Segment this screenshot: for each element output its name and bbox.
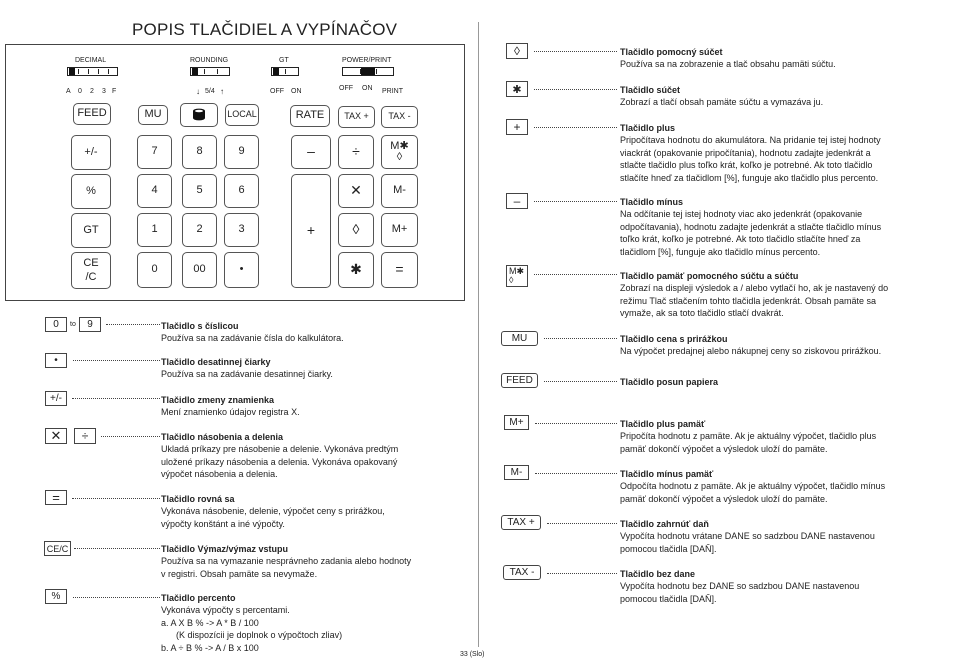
power-pos-off: OFF <box>339 85 353 92</box>
gt-key[interactable]: GT <box>71 213 111 248</box>
decimal-switch[interactable] <box>67 67 118 76</box>
digit-5-key[interactable]: 5 <box>182 174 217 208</box>
decimal-pos-0: 0 <box>78 88 82 95</box>
divide-key[interactable]: ÷ <box>338 135 374 169</box>
rounding-pos-54: 5/4 <box>205 88 215 95</box>
divide-icon: ÷ <box>74 428 96 444</box>
plus-minus-icon: +/- <box>45 391 67 406</box>
double-zero-key[interactable]: 00 <box>182 252 217 288</box>
memory-plus-key[interactable]: M+ <box>381 213 418 247</box>
memory-plus-icon: M+ <box>504 415 529 430</box>
power-pos-on: ON <box>362 85 373 92</box>
entry-subtotal: Tlačidlo pomocný súčet Používa sa na zobrazenie a tlač obsahu pamäti súčtu. <box>620 47 836 70</box>
decimal-pos-a: A <box>66 88 71 95</box>
multiply-key[interactable]: ✕ <box>338 174 374 208</box>
entry-minus: Tlačidlo mínus Na odčítanie tej istej hodnoty viac ako jedenkrát (opakovanie odpočítavania), hodnotu zadajte jedenkrát a stlačte tlačidlo mínus toľko krát, koľko je potrebné. Ak toto tlačidlo stlačíte hneď za tlačidlom [%], funguje ako tlačidlo mínus percento. <box>620 197 882 257</box>
local-key[interactable]: LOCAL <box>225 104 259 126</box>
power-print-switch[interactable] <box>342 67 394 76</box>
decimal-point-icon: • <box>45 353 67 368</box>
tax-plus-key[interactable]: TAX + <box>338 106 375 128</box>
percent-key[interactable]: % <box>71 174 111 209</box>
entry-decimal: Tlačidlo desatinnej čiarky Používa sa na zadávanie desatinnej čiarky. <box>161 357 333 380</box>
gt-switch[interactable] <box>271 67 299 76</box>
ce-label: CE <box>83 256 99 269</box>
mu-icon: MU <box>501 331 538 346</box>
entry-digits: Tlačidlo s číslicou Používa sa na zadávanie čísla do kalkulátora. <box>161 321 344 344</box>
digit-3-key[interactable]: 3 <box>224 213 259 247</box>
entry-equals: Tlačidlo rovná sa Vykonáva násobenie, delenie, výpočet ceny s prirážkou, výpočty konštánt a iné výpočty. <box>161 494 385 529</box>
entry-multiply-divide: Tlačidlo násobenia a delenia Ukladá príkazy pre násobenie a delenie. Vykonáva predtým uložené príkazy násobenia a delenia. Vykonáva opakovaný výpočet násobenia a delenia. <box>161 432 399 480</box>
entry-memory-minus: Tlačidlo mínus pamäť Odpočíta hodnotu z pamäte. Ak je aktuálny výpočet, tlačidlo mínus pamäť dokončí výpočet a výsledok uloží do pamäte. <box>620 469 886 504</box>
tax-minus-icon: TAX - <box>503 565 541 580</box>
feed-icon: FEED <box>501 373 538 388</box>
digit-1-key[interactable]: 1 <box>137 213 172 247</box>
tax-plus-icon: TAX + <box>501 515 541 530</box>
minus-icon: – <box>506 193 528 209</box>
round-up-icon: ↑ <box>220 87 224 96</box>
plus-minus-key[interactable]: +/- <box>71 135 111 170</box>
total-key[interactable]: ✱ <box>338 252 374 288</box>
entry-paper-feed: Tlačidlo posun papiera <box>620 377 719 387</box>
memory-subtotal-total-icon: M✱◊ <box>506 265 528 287</box>
entry-markup: Tlačidlo cena s prirážkou Na výpočet predajnej alebo nákupnej ceny so ziskovou prirážkou. <box>620 334 882 357</box>
plus-icon: + <box>506 119 528 135</box>
mu-key[interactable]: MU <box>138 105 168 125</box>
rounding-switch-label: ROUNDING <box>190 57 229 64</box>
ce-c-key[interactable] <box>71 252 111 289</box>
entry-percent: Tlačidlo percento Vykonáva výpočty s percentami. a. A X B % -> A * B / 100 (K dispozícii je doplnok o výpočtoch zliav) b. A ÷ B % -> A / B x 100 <box>161 593 343 653</box>
rounding-switch[interactable] <box>190 67 230 76</box>
memory-minus-key[interactable]: M- <box>381 174 418 208</box>
entry-memory-plus: Tlačidlo plus pamäť Pripočíta hodnotu z pamäte. Ak je aktuálny výpočet, tlačidlo plus pamäť dokončí výpočet a výsledok uloží do pamäte. <box>620 419 877 454</box>
feed-key[interactable]: FEED <box>73 103 111 125</box>
column-divider <box>478 22 479 647</box>
calculator-keyboard-diagram <box>5 44 465 301</box>
entry-memory-subtotal-total: Tlačidlo pamäť pomocného súčtu a súčtu Zobrazí na displeji výsledok a / alebo vytlačí ho, ak je nastavený do režimu Tlač stlačením tohto tlačidla jedenkrát. Obsah pamäte sa vymaže, ak sa toto tlačidlo stlačí dvakrát. <box>620 271 889 319</box>
memory-minus-icon: M- <box>504 465 529 480</box>
entry-plus: Tlačidlo plus Pripočítava hodnotu do akumulátora. Na pridanie tej istej hodnoty viackrát (opakovanie pripočítania), hodnotu zadajte jedenkrát a stlačte tlačidlo plus toľko krát, koľko je potrebné. Ak toto tlačidlo stlačíte hneď za tlačidlom [%], funguje ako tlačidlo plus percento. <box>620 123 881 183</box>
range-to-label: to <box>70 321 76 328</box>
m-diamond-label: ◊ <box>396 151 403 163</box>
subtotal-key[interactable]: ◊ <box>338 213 374 247</box>
ce-c-icon: CE/C <box>44 541 71 556</box>
asterisk-icon: ✱ <box>506 81 528 97</box>
decimal-pos-f: F <box>112 88 117 95</box>
page-title: POPIS TLAČIDIEL A VYPÍNAČOV <box>132 20 398 39</box>
entry-clear: Tlačidlo Výmaz/výmaz vstupu Používa sa na vymazanie nesprávneho zadania alebo hodnoty v registri. Obsah pamäte sa nevymaže. <box>161 544 412 579</box>
decimal-pos-3: 3 <box>102 88 106 95</box>
multiply-icon: ✕ <box>45 428 67 444</box>
minus-key[interactable]: – <box>291 135 331 169</box>
entry-tax-minus: Tlačidlo bez dane Vypočíta hodnotu bez DANE so sadzbou DANE nastavenou pomocou tlačidla [DAŇ]. <box>620 569 860 604</box>
digit-8-key[interactable]: 8 <box>182 135 217 169</box>
decimal-pos-2: 2 <box>90 88 94 95</box>
digit-6-key[interactable]: 6 <box>224 174 259 208</box>
c-label: /C <box>85 270 97 283</box>
entry-tax-plus: Tlačidlo zahrnúť daň Vypočíta hodnotu vrátane DANE so sadzbou DANE nastavenou pomocou tlačidla [DAŇ]. <box>620 519 875 554</box>
power-pos-print: PRINT <box>382 88 403 95</box>
power-switch-label: POWER/PRINT <box>342 57 392 64</box>
digit-0-key[interactable]: 0 <box>137 252 172 288</box>
diamond-icon: ◊ <box>506 43 528 59</box>
page-number: 33 (Slo) <box>460 651 485 658</box>
gt-switch-label: GT <box>279 57 289 64</box>
digit-0-icon: 0 <box>45 317 67 332</box>
digit-9-icon: 9 <box>79 317 101 332</box>
decimal-switch-label: DECIMAL <box>75 57 107 64</box>
gt-pos-off: OFF <box>270 88 284 95</box>
tax-minus-key[interactable]: TAX - <box>381 106 418 128</box>
percent-icon: % <box>45 589 67 604</box>
memory-subtotal-total-key[interactable] <box>381 135 418 169</box>
equals-icon: = <box>45 490 67 505</box>
equals-key[interactable]: = <box>381 252 418 288</box>
digit-2-key[interactable]: 2 <box>182 213 217 247</box>
gt-pos-on: ON <box>291 88 302 95</box>
m-star-label: M✱ <box>390 140 409 152</box>
round-down-icon: ↓ <box>196 87 200 96</box>
plus-key[interactable]: + <box>291 174 331 288</box>
digit-4-key[interactable]: 4 <box>137 174 172 208</box>
entry-sign-change: Tlačidlo zmeny znamienka Mení znamienko údajov registra X. <box>161 395 300 418</box>
decimal-point-key[interactable]: • <box>224 252 259 288</box>
paper-roll-icon <box>191 108 207 122</box>
entry-total: Tlačidlo súčet Zobrazí a tlačí obsah pamäte súčtu a vymazáva ju. <box>620 85 824 108</box>
rate-key[interactable]: RATE <box>290 105 330 127</box>
digit-9-key[interactable]: 9 <box>224 135 259 169</box>
digit-7-key[interactable]: 7 <box>137 135 172 169</box>
paper-feed-key[interactable] <box>180 103 218 127</box>
